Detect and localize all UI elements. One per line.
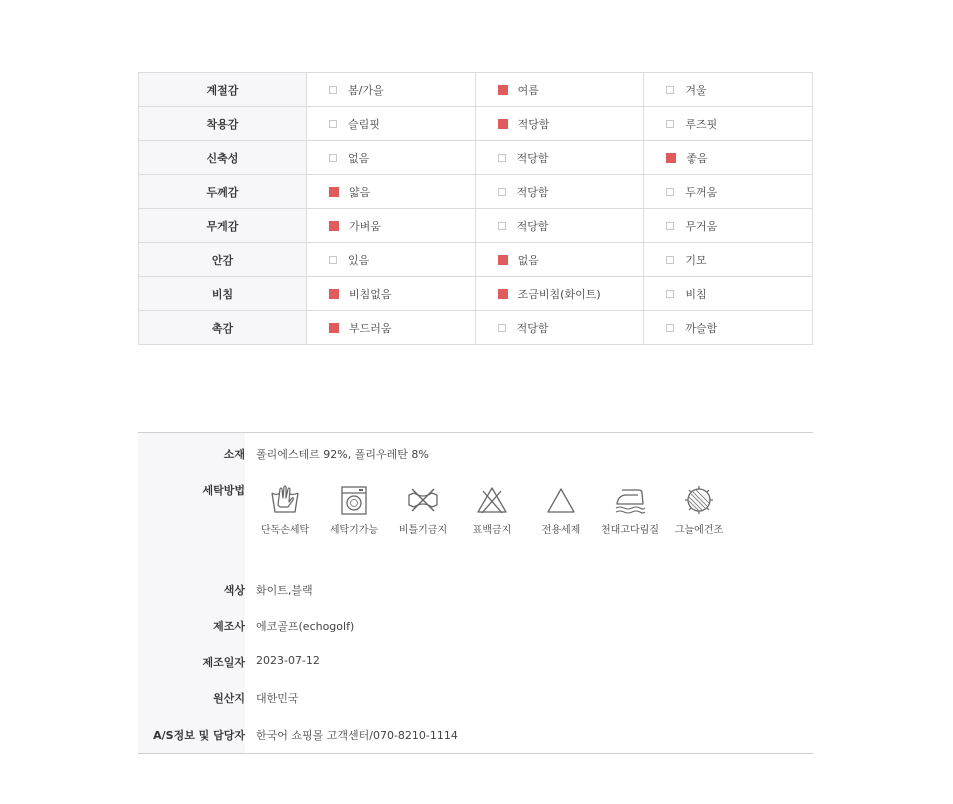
checked-box-icon — [498, 85, 508, 95]
fit-option-cell — [644, 209, 813, 243]
fit-option-cell — [644, 141, 813, 175]
hand-wash-icon — [268, 485, 302, 515]
fit-attribute-label: 비침 — [139, 277, 307, 311]
fit-option-label: 여름 — [517, 83, 539, 97]
fit-option-label: 겨울 — [685, 83, 707, 97]
unchecked-box-icon — [666, 222, 674, 230]
fit-option-label: 기모 — [685, 253, 707, 267]
fit-option-label: 비침없음 — [349, 287, 392, 301]
unchecked-box-icon — [329, 86, 337, 94]
info-row-as — [138, 724, 813, 744]
info-row-color — [138, 579, 813, 599]
fit-table — [138, 72, 813, 345]
info-row-date — [138, 651, 813, 671]
unchecked-box-icon — [666, 86, 674, 94]
info-row-maker — [138, 615, 813, 635]
unchecked-box-icon — [498, 324, 506, 332]
iron-cloth-icon — [613, 485, 647, 515]
fit-option-label: 가벼움 — [349, 219, 381, 233]
date-label: 제조일자 — [202, 656, 245, 669]
care-label: 단독손세탁 — [260, 525, 310, 536]
fit-attribute-label: 신축성 — [139, 141, 307, 175]
fit-option-cell — [307, 141, 476, 175]
care-label: 표백금지 — [472, 525, 512, 536]
unchecked-box-icon — [498, 154, 506, 162]
unchecked-box-icon — [666, 290, 674, 298]
fit-option-cell — [307, 175, 476, 209]
maker-value: 에코골프(echogolf) — [256, 620, 355, 633]
unchecked-box-icon — [666, 188, 674, 196]
fit-option-label: 적당함 — [516, 151, 549, 165]
washing-machine-icon — [337, 485, 371, 515]
maker-label: 제조사 — [213, 620, 245, 633]
fit-row — [139, 311, 813, 345]
fit-option-cell — [475, 175, 644, 209]
fit-option-cell — [307, 209, 476, 243]
unchecked-box-icon — [329, 154, 337, 162]
fit-option-cell — [475, 73, 644, 107]
fit-option-cell — [644, 311, 813, 345]
fit-attribute-label: 계절감 — [139, 73, 307, 107]
fit-option-label: 없음 — [348, 151, 370, 165]
fit-option-label: 부드러움 — [349, 321, 392, 335]
fit-option-cell — [475, 311, 644, 345]
fit-option-label: 없음 — [517, 253, 539, 267]
fit-option-label: 있음 — [348, 253, 370, 267]
fit-option-cell — [644, 175, 813, 209]
as-value: 한국어 쇼핑몰 고객센터/070-8210-1114 — [256, 729, 458, 742]
care-label: 비틀기금지 — [398, 525, 448, 536]
fit-option-label: 적당함 — [517, 117, 550, 131]
care-item — [251, 485, 319, 536]
no-wring-icon — [406, 485, 440, 515]
shade-dry-icon — [682, 485, 716, 515]
checked-box-icon — [498, 289, 508, 299]
fit-row — [139, 107, 813, 141]
care-item — [596, 485, 664, 536]
fit-option-cell — [307, 243, 476, 277]
no-bleach-icon — [475, 485, 509, 515]
origin-value: 대한민국 — [256, 692, 299, 705]
fit-attribute-label: 안감 — [139, 243, 307, 277]
detergent-triangle-icon — [544, 485, 578, 515]
checked-box-icon — [329, 289, 339, 299]
care-label: 전용세제 — [541, 525, 581, 536]
origin-label: 원산지 — [213, 692, 245, 705]
unchecked-box-icon — [329, 256, 337, 264]
unchecked-box-icon — [498, 188, 506, 196]
fit-option-label: 적당함 — [516, 321, 549, 335]
product-info — [138, 432, 813, 754]
fit-row — [139, 175, 813, 209]
as-label: A/S정보 및 담당자 — [153, 729, 245, 742]
color-value: 화이트,블랙 — [256, 584, 313, 597]
date-value: 2023-07-12 — [256, 654, 320, 667]
fit-option-label: 적당함 — [516, 219, 549, 233]
checked-box-icon — [498, 119, 508, 129]
unchecked-box-icon — [666, 256, 674, 264]
fit-row — [139, 73, 813, 107]
fit-option-cell — [307, 277, 476, 311]
fit-option-label: 두꺼움 — [685, 185, 718, 199]
unchecked-box-icon — [666, 324, 674, 332]
fit-option-cell — [475, 141, 644, 175]
fit-option-cell — [644, 243, 813, 277]
fit-option-cell — [307, 107, 476, 141]
care-item — [389, 485, 457, 536]
unchecked-box-icon — [666, 120, 674, 128]
care-icons — [256, 485, 796, 555]
fit-attribute-label: 무게감 — [139, 209, 307, 243]
fit-option-label: 루즈핏 — [685, 117, 718, 131]
care-label: 그늘에건조 — [674, 525, 724, 536]
fit-option-cell — [475, 107, 644, 141]
fit-row — [139, 141, 813, 175]
care-item — [527, 485, 595, 536]
fit-option-label: 까슬함 — [685, 321, 718, 335]
care-label: 세탁기가능 — [329, 525, 379, 536]
fit-option-label: 좋음 — [686, 151, 708, 165]
info-row-origin — [138, 687, 813, 707]
material-value: 폴리에스테르 92%, 폴리우레탄 8% — [256, 448, 429, 461]
fit-option-label: 무거움 — [685, 219, 718, 233]
fit-option-cell — [475, 243, 644, 277]
fit-option-cell — [307, 73, 476, 107]
fit-option-label: 봄/가을 — [348, 83, 384, 97]
fit-row — [139, 209, 813, 243]
care-item — [320, 485, 388, 536]
checked-box-icon — [666, 153, 676, 163]
fit-option-cell — [475, 209, 644, 243]
color-label: 색상 — [223, 584, 245, 597]
fit-option-label: 얇음 — [349, 185, 371, 199]
fit-option-label: 슬림핏 — [348, 117, 380, 131]
checked-box-icon — [329, 323, 339, 333]
fit-option-cell — [644, 277, 813, 311]
fit-option-cell — [475, 277, 644, 311]
washing-label: 세탁방법 — [202, 484, 245, 497]
fit-attribute-label: 두께감 — [139, 175, 307, 209]
info-row-material — [138, 443, 813, 463]
fit-option-label: 조금비침(화이트) — [517, 287, 601, 301]
unchecked-box-icon — [329, 120, 337, 128]
fit-row — [139, 243, 813, 277]
care-label: 천대고다림질 — [601, 525, 659, 536]
checked-box-icon — [329, 221, 339, 231]
fit-attribute-label: 촉감 — [139, 311, 307, 345]
fit-option-label: 비침 — [685, 287, 707, 301]
fit-row — [139, 277, 813, 311]
fit-option-label: 적당함 — [516, 185, 549, 199]
material-label: 소재 — [223, 448, 245, 461]
care-item — [458, 485, 526, 536]
fit-option-cell — [644, 107, 813, 141]
fit-attribute-label: 착용감 — [139, 107, 307, 141]
checked-box-icon — [498, 255, 508, 265]
fit-option-cell — [644, 73, 813, 107]
fit-option-cell — [307, 311, 476, 345]
care-item — [665, 485, 733, 536]
checked-box-icon — [329, 187, 339, 197]
unchecked-box-icon — [498, 222, 506, 230]
